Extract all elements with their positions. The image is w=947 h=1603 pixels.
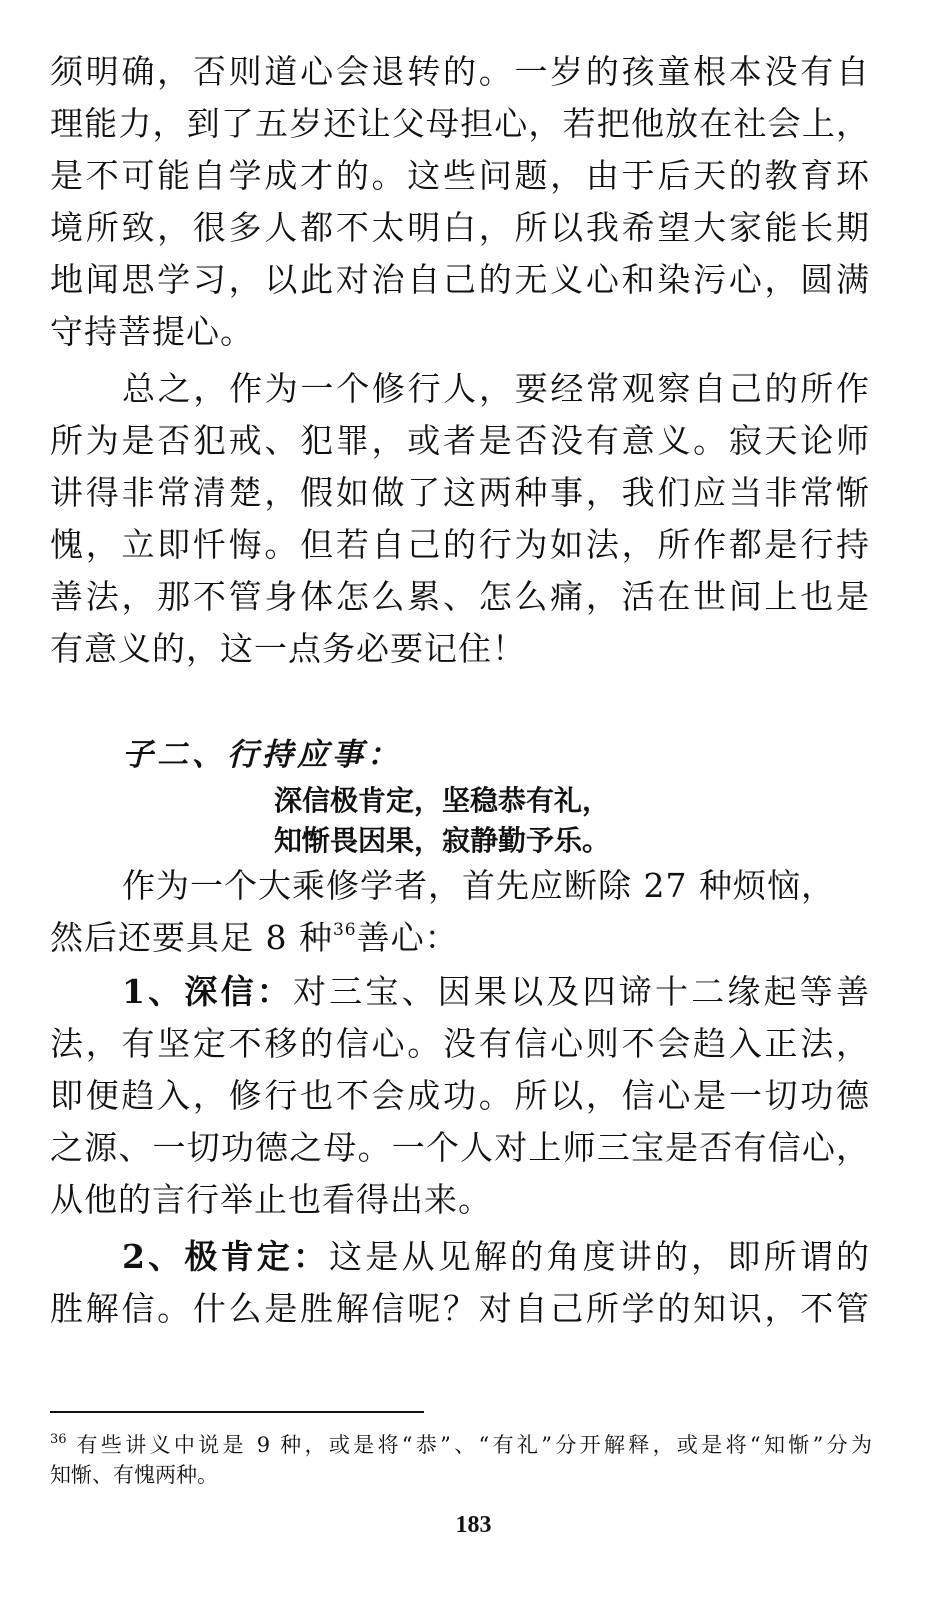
footnote-text: 有些讲义中说是 9 种，或是将“恭”、“有礼”分开解释，或是将“知惭”分为 bbox=[66, 1433, 872, 1457]
page-number: 183 bbox=[455, 1512, 492, 1538]
item-label: 1、深信： bbox=[122, 972, 293, 1011]
body-line: 是不可能自学成才的。这些问题，由于后天的教育环 bbox=[50, 156, 870, 195]
verse-line: 知惭畏因果，寂静勤予乐。 bbox=[274, 824, 611, 857]
body-line: 守持菩提心。 bbox=[50, 312, 254, 351]
body-line: 从他的言行举止也看得出来。 bbox=[50, 1180, 492, 1219]
body-text: 善心： bbox=[356, 918, 459, 957]
body-line: 善法，那不管身体怎么累、怎么痛，活在世间上也是 bbox=[50, 577, 870, 616]
body-text: 然后还要具足 8 种 bbox=[50, 918, 333, 957]
footnote-line bbox=[50, 1430, 872, 1460]
body-line: 之源、一切功德之母。一个人对上师三宝是否有信心， bbox=[50, 1128, 870, 1167]
body-line: 须明确，否则道心会退转的。一岁的孩童根本没有自 bbox=[50, 52, 870, 91]
footnote-reference[interactable]: 36 bbox=[332, 920, 357, 940]
verse-line: 深信极肯定，坚稳恭有礼， bbox=[274, 784, 611, 817]
body-line: 有意义的，这一点务必要记住！ bbox=[50, 629, 526, 668]
body-line: 所为是否犯戒、犯罪，或者是否没有意义。寂天论师 bbox=[50, 421, 870, 460]
body-text: 对三宝、因果以及四谛十二缘起等善 bbox=[292, 972, 871, 1011]
body-line: 讲得非常清楚，假如做了这两种事，我们应当非常惭 bbox=[50, 473, 870, 512]
body-line bbox=[122, 970, 870, 1014]
section-heading: 子二、行持应事： bbox=[122, 737, 402, 773]
body-line: 愧，立即忏悔。但若自己的行为如法，所作都是行持 bbox=[50, 525, 870, 564]
footnote-line: 知惭、有愧两种。 bbox=[50, 1463, 218, 1487]
body-line: 境所致，很多人都不太明白，所以我希望大家能长期 bbox=[50, 208, 870, 247]
item-label: 2、极肯定： bbox=[122, 1237, 330, 1276]
body-line bbox=[50, 916, 459, 960]
body-text: 这是从见解的角度讲的，即所谓的 bbox=[329, 1237, 870, 1276]
body-line: 即便趋入，修行也不会成功。所以，信心是一切功德 bbox=[50, 1076, 870, 1115]
body-line bbox=[122, 1235, 870, 1279]
body-line: 地闻思学习，以此对治自己的无义心和染污心，圆满 bbox=[50, 260, 870, 299]
footnote-divider bbox=[50, 1411, 424, 1413]
footnote-mark: 36 bbox=[50, 1432, 67, 1447]
body-line: 理能力，到了五岁还让父母担心，若把他放在社会上， bbox=[50, 104, 870, 143]
body-line: 胜解信。什么是胜解信呢？对自己所学的知识，不管 bbox=[50, 1289, 870, 1328]
body-line: 法，有坚定不移的信心。没有信心则不会趋入正法， bbox=[50, 1024, 870, 1063]
body-line: 作为一个大乘修学者，首先应断除 27 种烦恼， bbox=[122, 866, 835, 905]
body-line: 总之，作为一个修行人，要经常观察自己的所作 bbox=[122, 369, 870, 408]
